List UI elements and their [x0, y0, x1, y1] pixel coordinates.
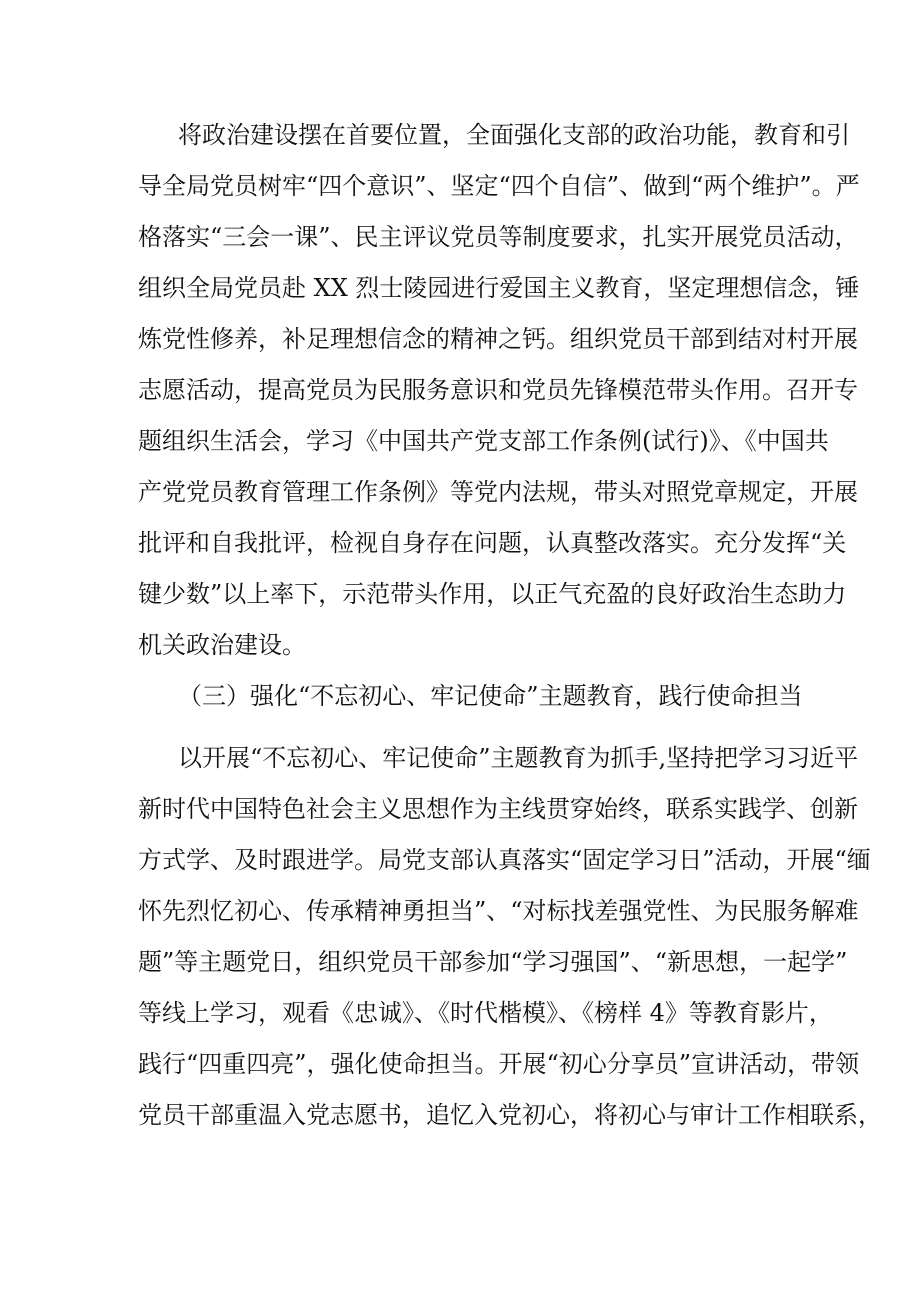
text-line: 新时代中国特色社会主义思想作为主线贯穿始终，联系实践学、创新: [138, 795, 858, 823]
text-line: 题组织生活会，学习《中国共产党支部工作条例(试行)》、《中国共: [138, 427, 829, 455]
text-line: 机关政治建设。: [138, 631, 306, 659]
text-line: 产党党员教育管理工作条例》等党内法规，带头对照党章规定，开展: [138, 478, 858, 506]
text-line: 践行“四重四亮”，强化使命担当。开展“初心分享员”宣讲活动，带领: [138, 1050, 860, 1078]
text-line: 党员干部重温入党志愿书，追忆入党初心，将初心与审计工作相联系，: [138, 1101, 882, 1129]
text-line: 键少数”以上率下，示范带头作用，以正气充盈的良好政治生态助力: [138, 580, 847, 608]
section-heading: （三）强化“不忘初心、牢记使命”主题教育，践行使命担当: [178, 682, 803, 710]
text-line: 组织全局党员赴 XX 烈士陵园进行爱国主义教育，坚定理想信念，锤: [138, 274, 860, 302]
text-line: 怀先烈忆初心、传承精神勇担当”、“对标找差强党性、为民服务解难: [138, 897, 859, 925]
text-line: 批评和自我批评，检视自身存在问题，认真整改落实。充分发挥“关: [138, 529, 847, 557]
text-line: 格落实“三会一课”、民主评议党员等制度要求，扎实开展党员活动，: [138, 223, 859, 251]
text-line: 以开展“不忘初心、牢记使命”主题教育为抓手,坚持把学习习近平: [178, 744, 859, 772]
text-line: 题”等主题党日，组织党员干部参加“学习强国”、“新思想，一起学”: [138, 948, 848, 976]
text-line: 导全局党员树牢“四个意识”、坚定“四个自信”、做到“两个维护”。严: [138, 172, 860, 200]
text-line: 志愿活动，提高党员为民服务意识和党员先锋模范带头作用。召开专: [138, 376, 858, 404]
text-line: 方式学、及时跟进学。局党支部认真落实“固定学习日”活动，开展“缅: [138, 846, 871, 874]
text-line: 炼党性修养，补足理想信念的精神之钙。组织党员干部到结对村开展: [138, 325, 858, 353]
text-line: 将政治建设摆在首要位置，全面强化支部的政治功能，教育和引: [178, 121, 850, 149]
text-line: 等线上学习，观看《忠诚》、《时代楷模》、《榜样 4》等教育影片，: [138, 999, 833, 1027]
